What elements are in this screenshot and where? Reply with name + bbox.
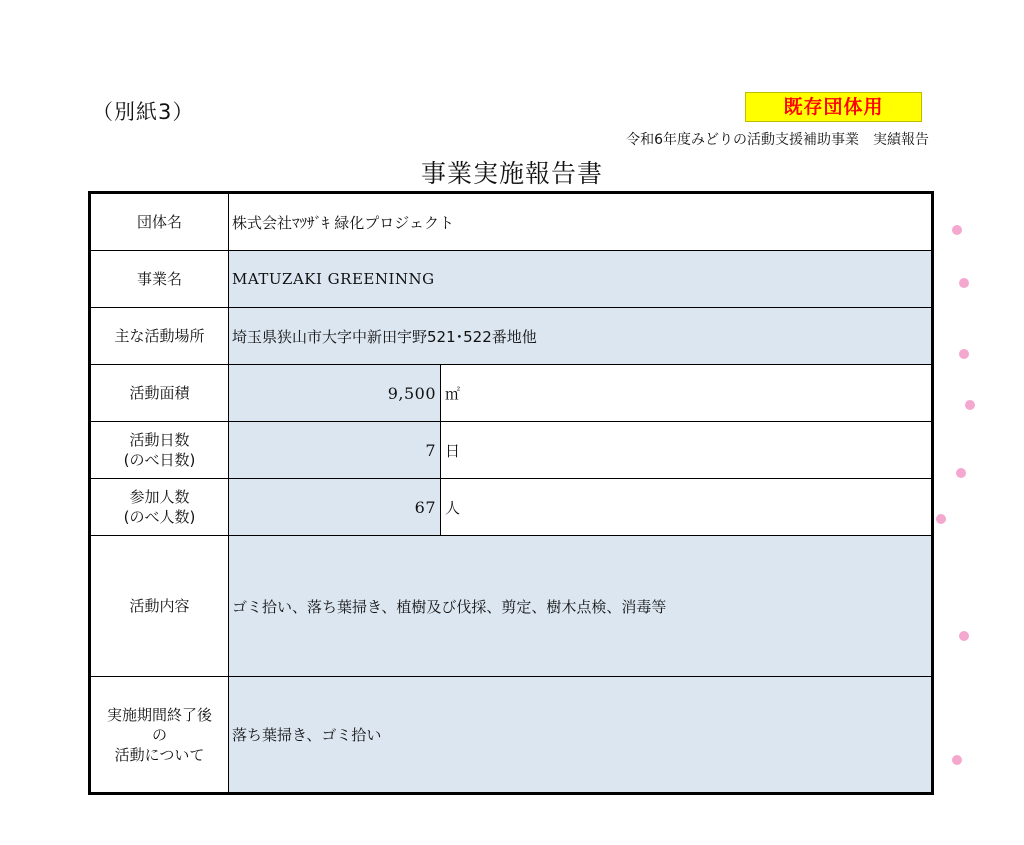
margin-dot bbox=[959, 278, 969, 288]
page-title: 事業実施報告書 bbox=[420, 159, 603, 188]
margin-dot bbox=[936, 514, 946, 524]
post-period-activity-field[interactable]: 落ち葉掃き、ゴミ拾い bbox=[229, 677, 931, 792]
activity-days-field[interactable]: 7 bbox=[229, 422, 441, 479]
project-name-label: 事業名 bbox=[91, 251, 229, 308]
org-name-label: 団体名 bbox=[91, 194, 229, 251]
project-name-field[interactable]: MATUZAKI GREENINNG bbox=[229, 251, 931, 308]
activity-days-label: 活動日数 (のべ日数) bbox=[91, 422, 229, 479]
activity-content-label: 活動内容 bbox=[91, 536, 229, 677]
margin-dot bbox=[965, 400, 975, 410]
activity-place-label: 主な活動場所 bbox=[91, 308, 229, 365]
margin-dot bbox=[959, 631, 969, 641]
margin-dot bbox=[959, 349, 969, 359]
report-form-table bbox=[88, 191, 934, 795]
margin-dot bbox=[956, 468, 966, 478]
margin-dot bbox=[952, 225, 962, 235]
activity-place-field[interactable]: 埼玉県狭山市大字中新田宇野521･522番地他 bbox=[229, 308, 931, 365]
post-period-activity-label: 実施期間終了後 の 活動について bbox=[91, 677, 229, 792]
activity-area-label: 活動面積 bbox=[91, 365, 229, 422]
participants-unit: 人 bbox=[441, 479, 931, 536]
activity-area-unit: ㎡ bbox=[441, 365, 931, 422]
participants-label: 参加人数 (のべ人数) bbox=[91, 479, 229, 536]
margin-dot bbox=[952, 755, 962, 765]
activity-days-unit: 日 bbox=[441, 422, 931, 479]
existing-group-badge: 既存団体用 bbox=[745, 92, 922, 122]
report-subtitle: 令和6年度みどりの活動支援補助事業 実績報告 bbox=[626, 132, 929, 148]
activity-area-field[interactable]: 9,500 bbox=[229, 365, 441, 422]
annex-label: （別紙3） bbox=[92, 100, 195, 124]
org-name-field[interactable]: 株式会社ﾏﾂｻﾞｷ 緑化プロジェクト bbox=[229, 194, 931, 251]
activity-content-field[interactable]: ゴミ拾い、落ち葉掃き、植樹及び伐採、剪定、樹木点検、消毒等 bbox=[229, 536, 931, 677]
participants-field[interactable]: 67 bbox=[229, 479, 441, 536]
